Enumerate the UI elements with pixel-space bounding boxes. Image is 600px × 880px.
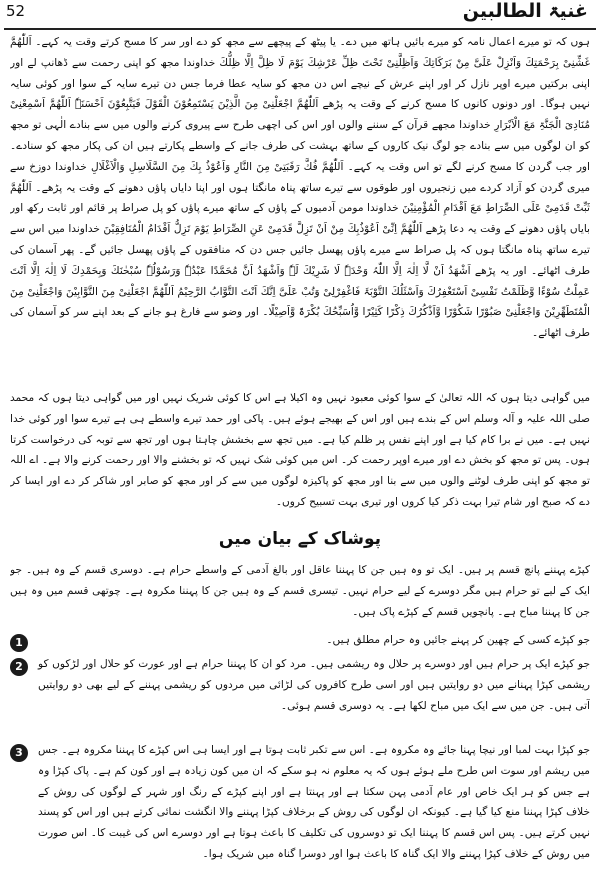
point-text: جو کپڑا بہت لمبا اور نیچا پہنا جائے وہ مکروہ ہے۔ اس سے تکبر ثابت ہوتا ہے اور ایسا ہی اس کپڑے کا پہننا مکروہ ہے۔ جس میں ریشم اور سوت اس طرح ملے ہوئے ہوں کہ یہ معلوم نہ ہو سکے کہ ان میں کون زیادہ ہے اور کون کم ہے۔ پاک کپڑا وہ ہے جس کو ہر ایک خاص اور عام آدمی پہن سکتا ہے اور پہنتا ہے اور اپنے کپڑے کے رنگ اور شہر کے لوگوں کی روش کے خلاف کپڑا پہننا منع کیا گیا ہے۔ کیونکہ ان لوگوں کی روش کے برخلاف کپڑا پہننے والا انگشت نمائی کرتے ہیں اور اس کو پسند نہیں کرتے ہیں۔ پس اس قسم کا پہننا ایک تو دوسروں کی تکلیف کا باعث ہوتا ہے اور دوسرے اس کی غیبت کا۔ اس صورت میں روش کے خلاف کپڑا پہننے والا ایک گناہ کا باعث ہوا اور دوسرا گناہ میں شریک ہوا۔ [38, 744, 590, 860]
paragraph-text: کپڑے پہننے پانچ قسم پر ہیں۔ ایک تو وہ ہیں جن کا پہننا عاقل اور بالغ آدمی کے واسطے حرام ہے۔ دوسری قسم کے وہ ہیں۔ جو ایک کے لیے تو حرام ہیں مگر دوسرے کے لیے حرام نہیں۔ تیسری قسم کے وہ ہیں جن کا پہننا مکروہ ہے۔ چوتھی قسم میں وہ ہیں جن کا پہننا مباح ہے۔ پانچویں قسم کے کپڑے پاک ہیں۔ [10, 564, 590, 618]
paragraph-text: ہوں کہ تو میرے اعمال نامہ کو میرے بائیں ہاتھ میں دے۔ یا پیٹھ کے پیچھے سے مجھ کو دے اور سر کا مسح کرتے وقت یہ کہے۔ اَللّٰھُمَّ غَشِّنِیْ بِرَحْمَتِكَ وَاَنْزِلْ عَلَیَّ مِنْ بَرَكَاتِكَ وَاَظِلَّنِیْ تَحْتَ ظِلِّ عَرْشِكَ یَوْمَ لَا ظِلَّ اِلَّا ظِلُّكَ خداوندا مجھ کو اپنی رحمت سے ڈھانپ لے اور اپنی برکتیں میرے اوپر نازل کر اور اپنے عرش کے نیچے اس دن مجھ کو سایہ عطا فرما جس دن تیرے سایہ کے سوا اور کوئی سایہ نہیں ہوگا۔ اور دونوں کانوں کا مسح کرنے کے وقت یہ پڑھے اَللّٰھُمَّ اجْعَلْنِیْ مِنَ الَّذِیْنَ یَسْتَمِعُوْنَ الْقَوْلَ فَیَتَّبِعُوْنَ اَحْسَنَہٗ اَللّٰھُمَّ اَسْمِعْنِیْ مُنَادِیَ الْجَنَّۃِ مَعَ الْاَبْرَارِ خداوندا مجھے قرآن کے سننے والوں اور اس کی اچھی طرح سے پیروی کرنے والوں میں سے بنادے الٰہی تو مجھ کو ان لوگوں میں سے بنادے جو لوگ نیک کاروں کے ساتھ بہشت کی طرف جانے کے واسطے پکارتے ہیں ان کی پکار مجھ کو سنادے۔ اور جب گردن کا مسح کرنے لگے تو اس وقت یہ کہے۔ اَللّٰھُمَّ فُكَّ رَقَبَتِیْ مِنَ النَّارِ وَاَعُوْذُ بِكَ مِنَ السَّلَاسِلِ وَالْاَغْلَالِ خداوندا دوزخ سے میری گردن کو آزاد کردے میں زنجیروں اور طوقوں سے تیرے ساتھ پناہ مانگتا ہوں اور اپنا دایاں پاؤں دھونے کے وقت یہ پڑھے۔ اَللّٰھُمَّ ثَبِّتْ قَدَمِیْ عَلَی الصِّرَاطِ مَعَ اَقْدَامِ الْمُؤْمِنِیْنَ خداوندا مومن آدمیوں کے پاؤں کے ساتھ میرے پاؤں کو پل صراط پر قائم اور ثابت رکھ اور بایاں پاؤں دھونے کے وقت یہ دعا پڑھے اَللّٰھُمَّ اِنِّیْ اَعُوْذُبِكَ مِنْ اَنْ تَزِلَّ قَدَمِیْ عَنِ الصِّرَاطِ یَوْمَ تَزِلُّ اَقْدَامُ الْمُنَافِقِیْنَ خداوندا میں اس سے تیرے ساتھ پناہ مانگتا ہوں کہ پل صراط سے میرے پاؤں پھسل جائیں جس دن کہ منافقوں کے پاؤں پھسل جائیں گے۔ پھر آسمان کی طرف اٹھائے۔ اور یہ پڑھے اَشْھَدُ اَنْ لَّا اِلٰہَ اِلَّا اللّٰہُ وَحْدَہٗ لَا شَرِیْكَ لَہٗ وَاَشْھَدُ اَنَّ مُحَمَّدًا عَبْدُہٗ وَرَسُوْلُہٗ سُبْحٰنَكَ وَبِحَمْدِكَ لَا اِلٰہَ اِلَّا اَنْتَ عَمِلْتُ سُوْءًا وَّظَلَمْتُ نَفْسِیْ اَسْتَغْفِرُكَ وَاَسْئَلُكَ التَّوْبَۃَ فَاغْفِرْلِیْ وَتُبْ عَلَیَّ اِنَّكَ اَنْتَ التَّوَّابُ الرَّحِیْمُ اَللّٰھُمَّ اجْعَلْنِیْ مِنَ التَّوَّابِیْنَ وَاجْعَلْنِیْ مِنَ الْمُتَطَھِّرِیْنَ وَاجْعَلْنِیْ صَبُوْرًا شَكُوْرًا وَّاَذْكُرُكَ ذِكْرًا كَثِیْرًا وَّاُسَبِّحُكَ بُكْرَۃً وَّاَصِیْلًا۔ اور وضو سے فارغ ہو جانے کے بعد اپنے سر کو آسمان کی طرف اٹھائے۔ [10, 36, 590, 340]
numbered-point [10, 740, 590, 876]
page-number: 52 [6, 2, 26, 20]
page-header [0, 0, 600, 30]
numbered-point [10, 630, 590, 652]
numbered-point [10, 654, 590, 738]
paragraph-text: میں گواہی دیتا ہوں کہ اللہ تعالیٰ کے سوا کوئی معبود نہیں وہ اکیلا ہے اس کا کوئی شریک نہیں اور میں گواہی دیتا ہوں کہ محمد صلی اللہ علیہ و آلہ وسلم اس کے بندے ہیں اور اس کے بھیجے ہوئے ہیں۔ پاکی اور حمد تیرے واسطے ہی ہے تیرے سوا اور کوئی خدا نہیں ہے۔ میں نے برا کام کیا ہے اور اپنے نفس پر ظلم کیا ہے۔ میں تجھ سے بخشش چاہتا ہوں اور تجھ سے توبہ کی درخواست کرتا ہوں۔ پس تو مجھ کو بخش دے اور میرے اوپر رحمت کر۔ اس میں کوئی شک نہیں کہ تو بخشنے والا اور رحمت کرنے والا ہے۔ اے اللہ تو مجھ کو اپنی طرف لوٹنے والوں میں سے بنا اور مجھ کو پاکیزہ لوگوں میں سے کر اور مجھ کو صابر اور شاکر کر دے اور ایسا کر دے کہ صبح اور شام تیرا بہت ذکر کیا کروں اور تیری بہت تسبیح کروں۔ [10, 392, 590, 508]
header-rule [4, 28, 596, 30]
point-text: جو کپڑے کسی کے چھین کر پہنے جائیں وہ حرام مطلق ہیں۔ [326, 634, 590, 646]
point-number-badge: 2 [10, 658, 28, 676]
section-heading: پوشاک کے بیان میں [218, 529, 382, 549]
paragraph-wudu-duas [10, 32, 590, 382]
paragraph-shahada-translation [10, 388, 590, 524]
paragraph-clothing-intro [10, 560, 590, 626]
point-number-badge: 3 [10, 744, 28, 762]
running-title: غنیۃ الطالبین [462, 0, 588, 22]
point-text: جو کپڑے ایک پر حرام ہیں اور دوسرے پر حلال وہ ریشمی ہیں۔ مرد کو ان کا پہننا حرام ہے اور عورت کو حلال اور لڑکوں کو ریشمی کپڑا پہنانے میں دو روایتیں ہیں اور اسی طرح کافروں کی لڑائی میں مردوں کو ریشمی پہننے کے لیے بھی دو روایتیں آتی ہیں۔ جن میں سے ایک میں مباح لکھا ہے۔ یہ دوسری قسم ہوئی۔ [38, 658, 590, 712]
point-number-badge: 1 [10, 634, 28, 652]
